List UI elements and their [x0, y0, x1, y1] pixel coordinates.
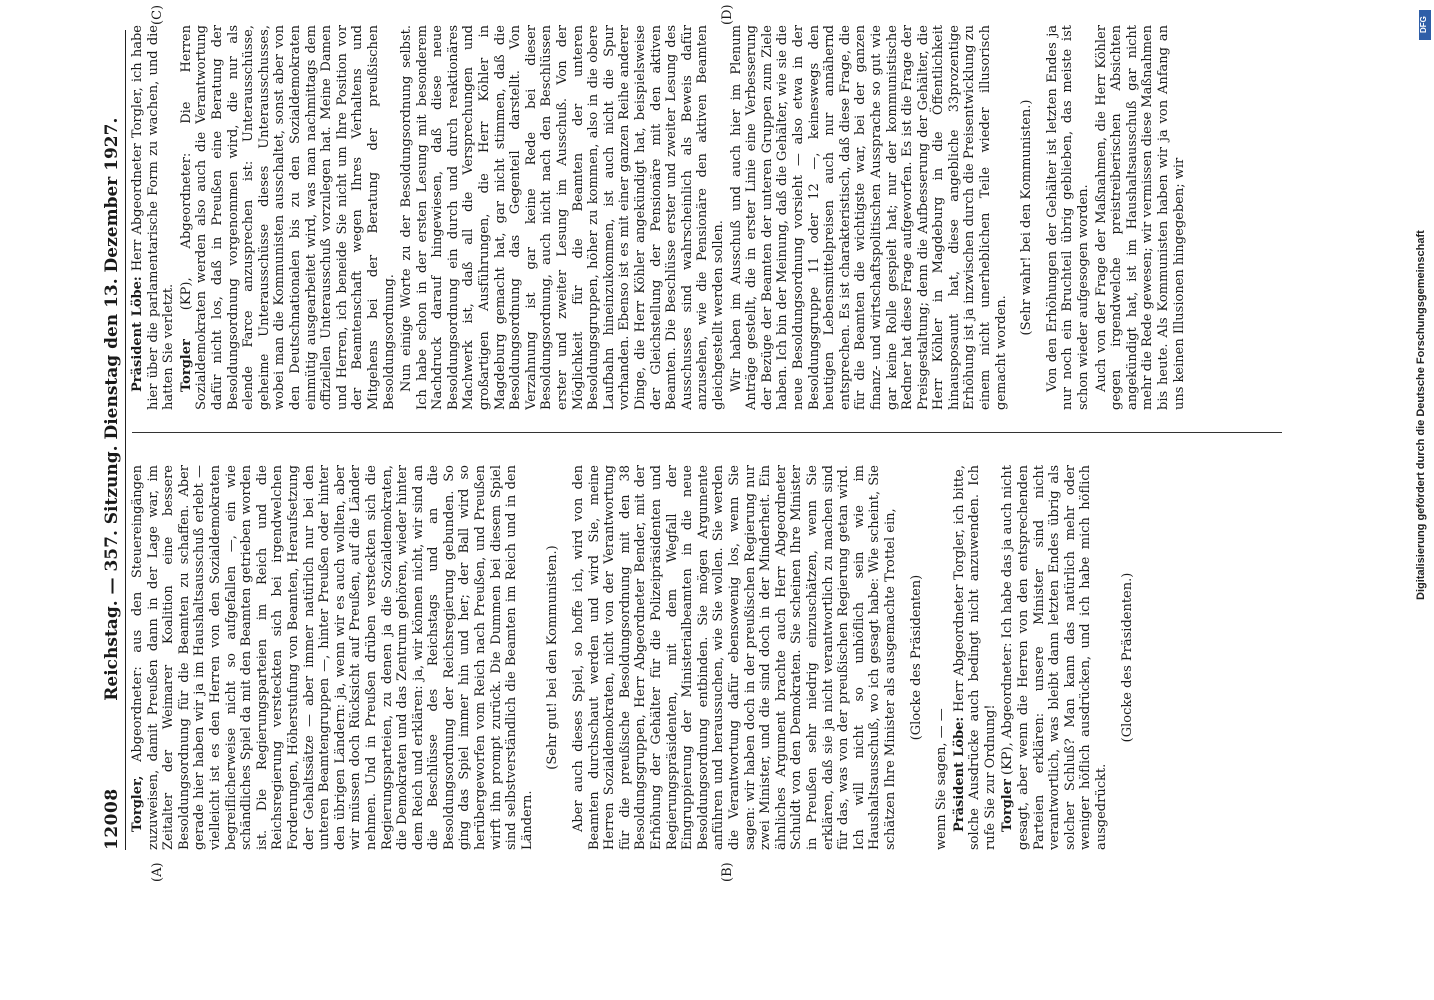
paragraph: wenn Sie sagen, — — [934, 708, 950, 850]
speaker-role: Abgeordneter: [130, 666, 145, 762]
stage-direction: (Sehr wahr! bei den Kommunisten.) [1019, 99, 1035, 336]
paragraph-text: aus den Steuereingängen zuzuweisen, damit Preußen dann in der Lage war, im Zeitalter der Weimarer Koalition eine bessere Besoldungsordnung für die Beamten zu schaffen. Aber gerade hier haben wir ja im Haushaltsausschuß erlebt — vielleicht ist es den Herren von den Sozialdemokraten begreiflicherweise nicht so aufgefallen —, ein wie schändliches Spiel da mit den Beamten getrieben worden ist. Die Regierungsparteien im Reich und die Reichsregierung versteckten sich bei irgendwelchen Forderungen, Höherstufung von Beamten, Heraufsetzung der Gehaltssätze — aber immer natürlich nur bei den unteren Beamtengruppen —, hinter Preußen oder hinter den übrigen Ländern: ja, wenn wir es auch wollten, aber wir müssen doch Rücksicht auf Preußen, auf die Länder nehmen. Und in Preußen drüben versteckten sich die Regierungsparteien, zu denen ja die Sozialdemokraten, die Demokraten und das Zentrum gehören, wieder hinter dem Reich und erklären: ja, wir können nicht, wir sind an die Beschlüsse des Reichstags und an die Besoldungsordnung der Reichsregierung gebunden. So ging das Spiel immer hin und her; der Ball wird so herübergeworfen vom Reich nach Preußen, und Preußen wirft ihn prompt zurück. Die Dummen bei diesem Spiel sind selbstverständlich die Beamten im Reich und in den Ländern. [130, 465, 535, 850]
paragraph [1045, 25, 1092, 410]
paragraph-text: Ich habe das ja auch nicht gesagt, aber wenn die Herren von den entsprechenden Parteien erklären: unsere Minister sind nicht verantwortlich, was bleibt dann letzten Endes übrig als solcher Schluß? Man kann das natürlich mehr oder weniger höflich ausdrücken, und ich habe mich höflich ausgedrückt. [1000, 465, 1110, 850]
margin-marker-d: (D) [720, 4, 735, 25]
stage-direction: (Sehr gut! bei den Kommunisten.) [545, 545, 561, 770]
paragraph-text: Die Herren Sozialdemokraten werden also auch die Verantwortung dafür nicht los, daß in Preußen eine Beratung der Besoldungsordnung vorgenommen wird, die nur als elende Farce anzusprechen ist: Unterausschüsse, geheime Unterausschüsse dieses Unterausschusses, wobei man die Kommunisten ausschaltet, sonst aber von den Deutschnationalen bis zu den Sozialdemokraten einmütig ausgearbeitet wird, was man nachmittags dem offiziellen Unterausschuß vorzulegen hat. Meine Damen und Herren, ich beneide Sie nicht um Ihre Position vor der Beamtenschaft wegen Ihres Verhaltens und Mitgehens bei der Beratung der preußischen Besoldungsordnung. [178, 25, 397, 410]
speaker-name: Präsident Löbe: [130, 276, 145, 392]
stage-direction: (Glocke des Präsidenten) [908, 574, 924, 741]
paragraph-text: Von den Erhöhungen der Gehälter ist letzten Endes ja nur noch ein Bruchteil übrig geblieben, das meiste ist schon wieder aufgesogen worden. [1044, 25, 1092, 410]
margin-marker-a: (A) [150, 862, 165, 882]
dfg-logo: DFG [1419, 10, 1431, 40]
paragraph-text: Nun einige Worte zu der Besoldungsordnung selbst. Ich habe schon in der ersten Lesung mit besonderem Nachdruck darauf hingewiesen, daß diese neue Besoldungsordnung ein durch und durch reaktionäres Machwerk ist, daß all die Versprechungen und großartigen Ausführungen, die Herr Köhler in Magdeburg gemacht hat, gar nicht stimmen, daß die Besoldungsordnung das Gegenteil darstellt. Von Verzahnung ist gar keine Rede bei dieser Besoldungsordnung, auch nicht nach den Beschlüssen erster und zweiter Lesung im Ausschuß. Von der Möglichkeit für die Beamten der unteren Besoldungsgruppen, höher zu kommen, also in die obere Laufbahn hineinzukommen, ist auch nicht die Spur vorhanden. Ebenso ist es mit einer ganzen Reihe anderer Dinge, die Herr Köhler angekündigt hat, beispielsweise der Gleichstellung der Pensionäre mit den aktiven Beamten. Die Beschlüsse erster und zweiter Lesung des Ausschusses sind wahrscheinlich als Beweis dafür anzusehen, wie die Pensionäre den aktiven Beamten gleichgestellt werden sollen. [399, 25, 726, 410]
paragraph [399, 25, 726, 410]
paragraph [130, 465, 535, 850]
left-column [130, 465, 1330, 850]
paragraph [130, 25, 177, 410]
paragraph-text: Auch von der Frage der Maßnahmen, die Herr Köhler gegen irgendwelche preistreiberischen Absichten angekündigt hat, ist im Haushaltsausschuß gar nicht mehr die Rede gewesen; wir vermissen diese Maßnahmen bis heute. Als Kommunisten haben wir ja von Anfang an uns keinen Illusionen hingegeben; wir [1093, 25, 1187, 410]
paragraph [1094, 25, 1188, 410]
speaker-name: Torgler, [130, 775, 145, 832]
digitization-stamp: Digitalisierung gefördert durch die Deutsche Forschungsgemeinschaft [1415, 230, 1427, 600]
paragraph-text: Wir haben im Ausschuß und auch hier im Plenum Anträge gestellt, die in erster Linie eine Verbesserung der Bezüge der Beamten der unteren Gruppen zum Ziele haben. Ich bin der Meinung, daß die Gehälter, wie sie die neue Besoldungsordnung vorsieht — also etwa in der Besoldungsgruppe 11 oder 12 —, keineswegs den heutigen Lebensmittelpreisen auch nur annähernd entsprechen. Es ist charakteristisch, daß diese Frage, die für die Beamten die wichtigste war, bei der ganzen finanz- und wirtschaftspolitischen Aussprache so gut wie gar keine Rolle gespielt hat; nur der kommunistische Redner hat diese Frage aufgeworfen. Es ist die Frage der Preisgestaltung; denn die Aufbesserung der Gehälter, die Herr Köhler in Magdeburg in die Öffentlichkeit hinausposaunt hat, diese angebliche 33prozentige Erhöhung ist ja inzwischen durch die Preisentwicklung zu einem nicht unerheblichen Teile wieder illusorisch gemacht worden. [728, 25, 1009, 410]
margin-marker-b: (B) [720, 862, 735, 882]
speaker-role: (KP), Abgeordneter: [178, 152, 194, 311]
paragraph [179, 25, 397, 410]
speaker-name: Präsident Löbe: [951, 716, 967, 832]
margin-marker-c: (C) [150, 4, 165, 25]
speaker-name: Torgler [178, 339, 194, 392]
page-number: 12008 [102, 788, 122, 850]
stage-direction: (Glocke des Präsidenten.) [1119, 572, 1135, 743]
paragraph-text: Herr Abgeordneter Torgler, ich habe hier über die parlamentarische Form zu wachen, und die hatten Sie verletzt. [130, 25, 177, 410]
page-header [92, 30, 126, 850]
paragraph-text: Aber auch dieses Spiel, so hoffe ich, wird von den Beamten durchschaut werden und wird Sie, meine Herren Sozialdemokraten, nicht von der Verantwortung für die preußische Besoldungsordnung mit den 38 Besoldungsgruppen, Herr Abgeordneter Bender, mit der Erhöhung der Gehälter für die Polizeipräsidenten und Regierungspräsidenten, mit dem Wegfall der Eingruppierung der Ministerialbeamten in die neue Besoldungsordnung entbinden. Sie mögen Argumente anführen und heraussuchen, wie Sie wollen. Sie werden die Verantwortung dafür ebensowenig los, wenn Sie sagen: wir haben doch in der preußischen Regierung nur zwei Minister, und die sind doch in der Minderheit. Ein ähnliches Argument brachte auch Herr Abgeordneter Schuldt von den Demokraten. Sie scheinen Ihre Minister in Preußen sehr niedrig einzuschätzen, wenn Sie erklären, daß sie ja nicht verantwortlich zu machen sind für das, was von der preußischen Regierung getan wird. Ich will nicht so unhöflich sein wie im Haushaltsausschuß, wo ich gesagt habe: Wie scheint, Sie schätzen Ihre Minister als ausgemachte Trottel ein, [571, 465, 898, 850]
paragraph [729, 25, 1010, 410]
speaker-role: (KP), Abgeordneter: [1000, 642, 1016, 775]
paragraph [952, 465, 999, 850]
paragraph [1000, 465, 1109, 850]
page-title: Reichstag. — 357. Sitzung. Dienstag den 13. Dezember 1927. [102, 117, 122, 701]
column-divider [132, 432, 1282, 433]
right-column [130, 25, 1330, 410]
speaker-name: Torgler [1000, 779, 1016, 832]
paragraph [571, 465, 898, 850]
paragraph-text: Herr Abgeordneter Torgler, ich bitte, solche Ausdrücke auch bedingt nicht anzuwenden. Ich rufe Sie zur Ordnung! [951, 465, 998, 850]
